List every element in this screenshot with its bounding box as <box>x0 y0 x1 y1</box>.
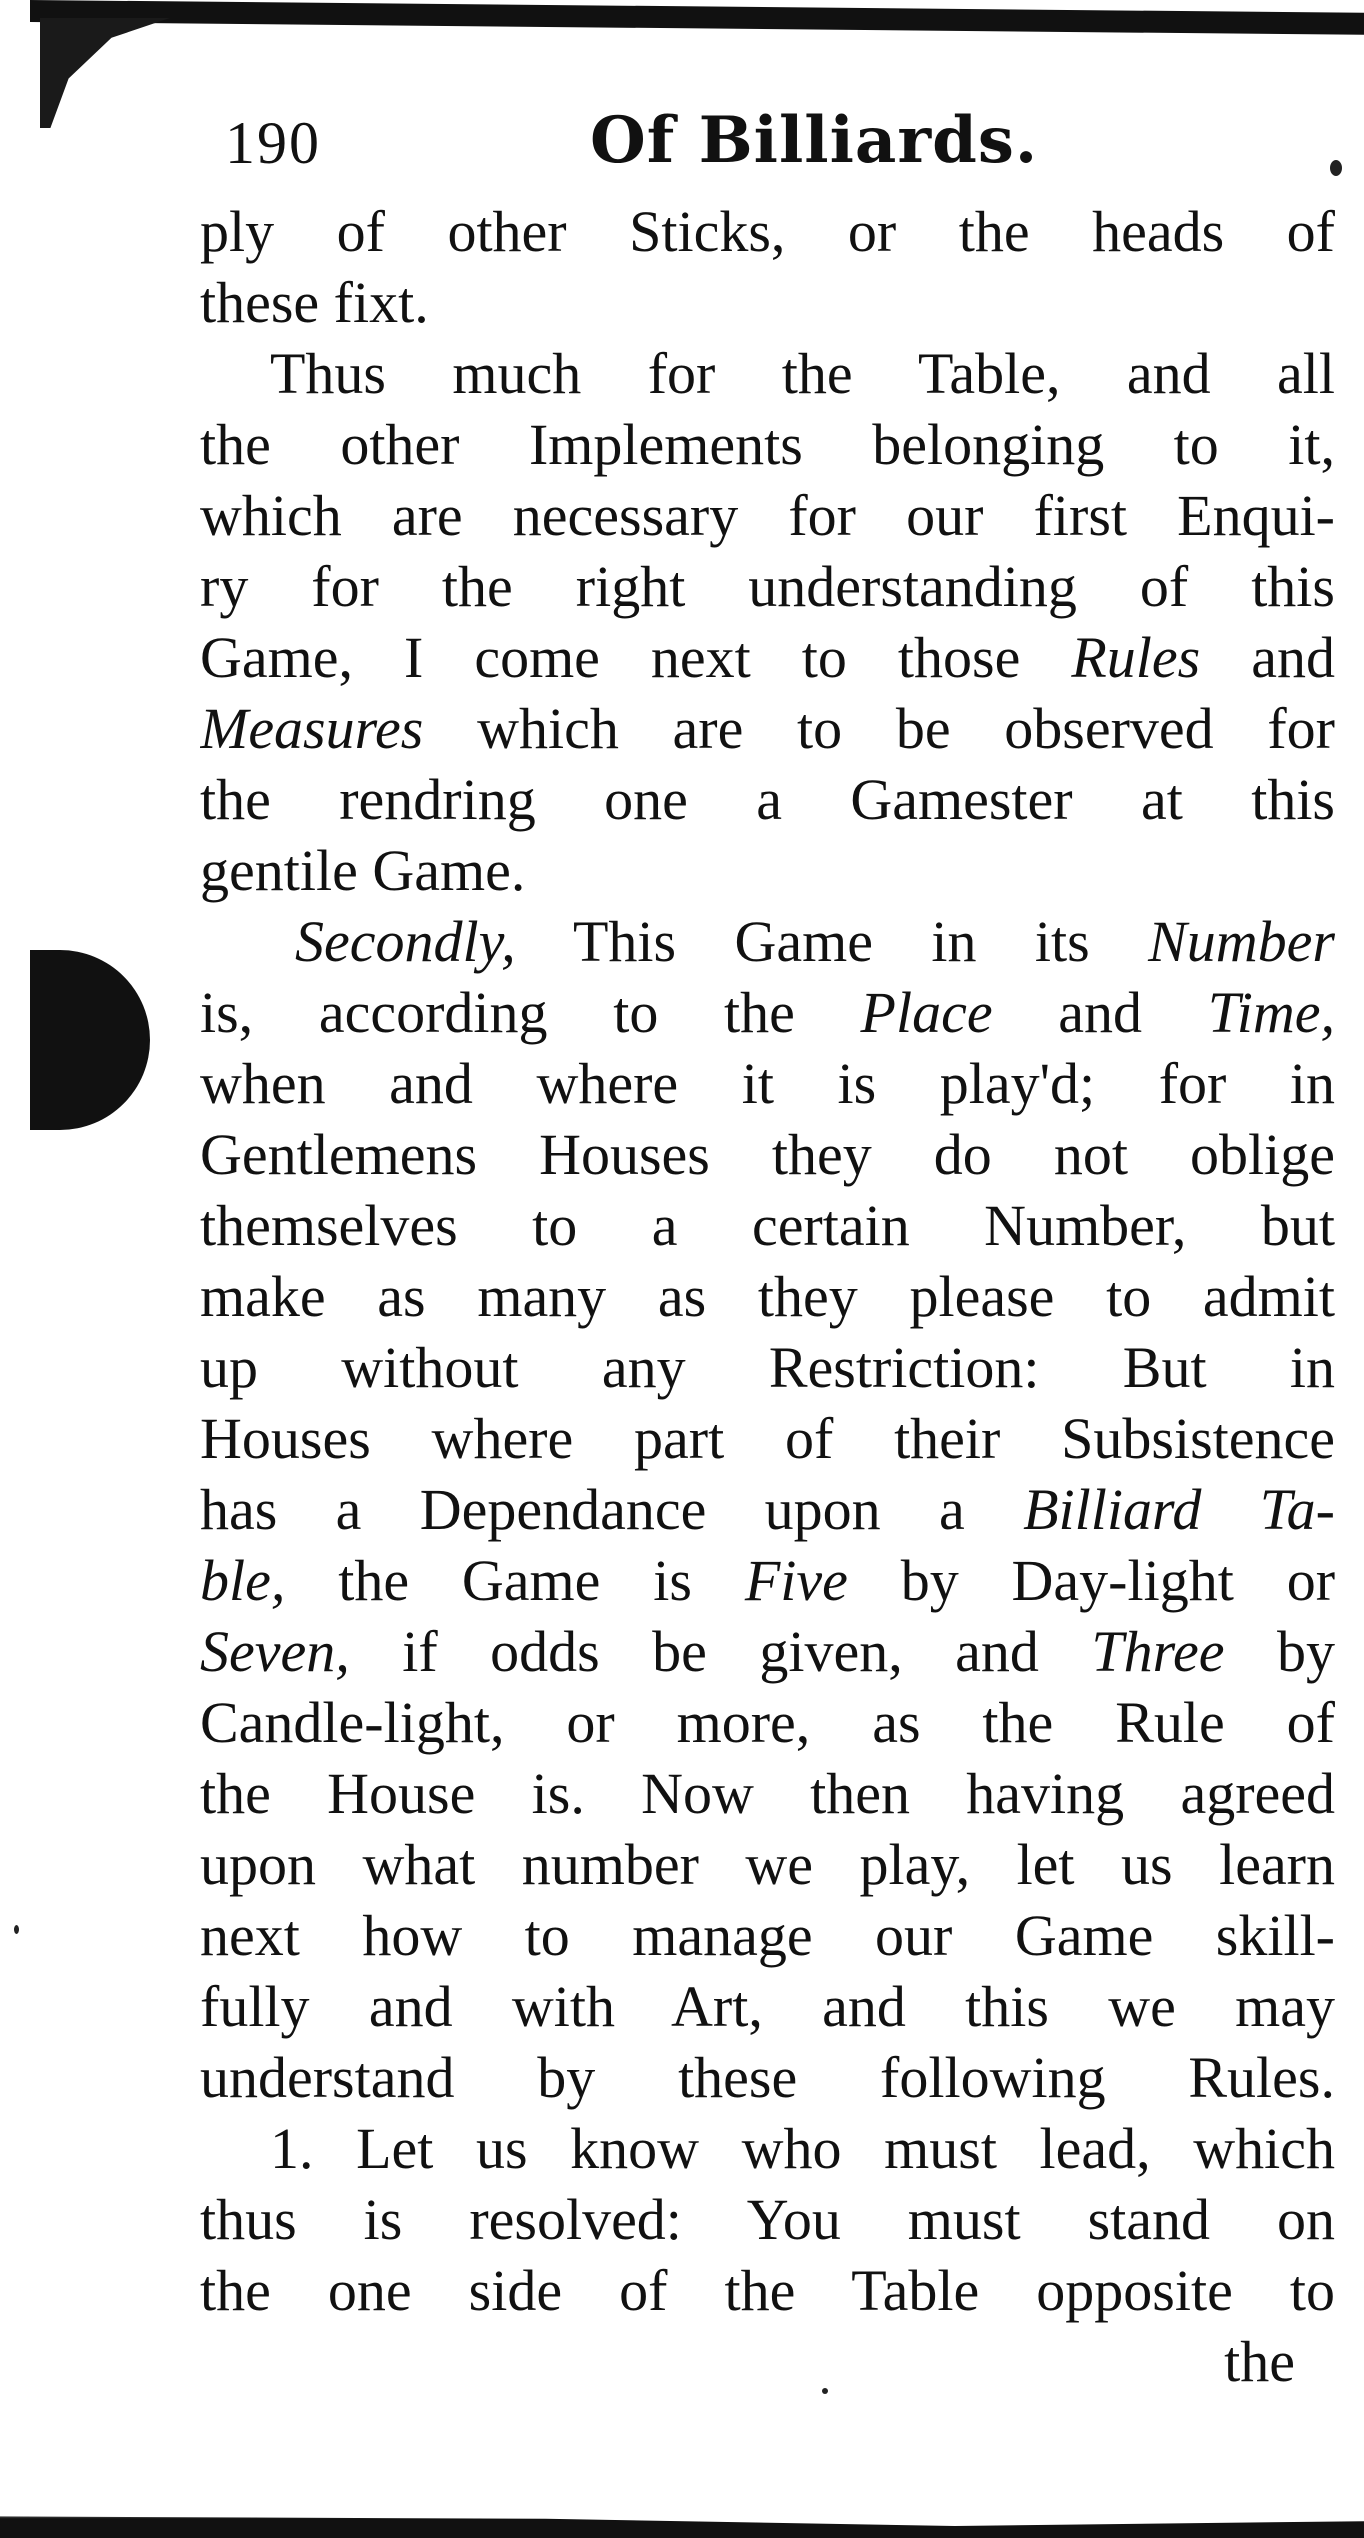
text-run: is, according to the <box>200 980 861 1045</box>
text-run: if odds be given, and <box>349 1619 1092 1684</box>
text-run: upon what number we play, let us learn <box>200 1832 1335 1897</box>
italic-text: Place <box>860 980 993 1045</box>
italic-text: Billiard Ta- <box>1023 1477 1335 1542</box>
text-run: ry for the right understanding of this <box>200 554 1335 619</box>
text-line <box>200 2255 1335 2326</box>
text-run: Game, I come next to those <box>200 625 1072 690</box>
text-run: the Game is <box>285 1548 745 1613</box>
italic-text: Secondly, <box>295 909 516 974</box>
text-run: Thus much for the Table, and all <box>270 341 1335 406</box>
text-run: next how to manage our Game skill- <box>200 1903 1335 1968</box>
text-run: has a Dependance upon a <box>200 1477 1024 1542</box>
text-run: fully and with Art, and this we may <box>200 1974 1335 2039</box>
italic-text: Seven, <box>200 1619 350 1684</box>
running-title: Of Billiards. <box>590 103 1039 178</box>
text-line <box>200 267 1335 338</box>
text-line <box>200 1616 1335 1687</box>
text-line <box>200 977 1335 1048</box>
text-run: thus is resolved: You must stand on <box>200 2187 1335 2252</box>
italic-text: Time, <box>1207 980 1335 1045</box>
text-line <box>200 1403 1335 1474</box>
text-run: up without any Restriction: But in <box>200 1335 1335 1400</box>
text-run: ply of other Sticks, or the heads of <box>200 199 1335 264</box>
text-line <box>200 1971 1335 2042</box>
italic-text: Rules <box>1071 625 1201 690</box>
text-run: Candle-light, or more, as the Rule of <box>200 1690 1335 1755</box>
text-line <box>200 1900 1335 1971</box>
page-number: 190 <box>225 110 321 176</box>
text-line <box>200 764 1335 835</box>
text-line <box>200 480 1335 551</box>
text-run: This Game in its <box>515 909 1149 974</box>
text-run: understand by these following Rules. <box>200 2045 1335 2110</box>
text-run: gentile Game. <box>200 838 526 903</box>
text-line <box>200 1261 1335 1332</box>
text-line <box>200 196 1335 267</box>
text-line <box>200 1687 1335 1758</box>
text-run: themselves to a certain Number, but <box>200 1193 1335 1258</box>
text-line <box>200 1829 1335 1900</box>
text-run: and <box>1200 625 1335 690</box>
text-line <box>200 1474 1335 1545</box>
text-run: which are necessary for our first Enqui- <box>200 483 1335 548</box>
text-run: and <box>992 980 1208 1045</box>
scan-corner-shadow <box>40 18 170 128</box>
text-run: the one side of the Table opposite to <box>200 2258 1335 2323</box>
text-run: by Day-light or <box>847 1548 1335 1613</box>
text-run: when and where it is play'd; for in <box>200 1051 1335 1116</box>
text-line <box>200 2113 1335 2184</box>
text-run: which are to be observed for <box>423 696 1335 761</box>
text-line <box>200 409 1335 480</box>
text-line <box>200 1332 1335 1403</box>
text-line <box>200 622 1335 693</box>
text-line <box>200 1545 1335 1616</box>
running-head <box>215 105 1345 200</box>
scan-speck <box>14 1925 19 1934</box>
scan-top-edge <box>30 0 1364 35</box>
text-line <box>200 1048 1335 1119</box>
text-line <box>200 2042 1335 2113</box>
scan-bottom-edge <box>0 2490 1364 2538</box>
text-line <box>200 338 1335 409</box>
italic-text: Measures <box>200 696 424 761</box>
text-run: Houses where part of their Subsistence <box>200 1406 1335 1471</box>
text-line <box>200 835 1335 906</box>
text-line <box>200 1119 1335 1190</box>
text-run: the House is. Now then having agreed <box>200 1761 1335 1826</box>
italic-text: Number <box>1148 909 1335 974</box>
text-line <box>200 1190 1335 1261</box>
text-line <box>200 551 1335 622</box>
body-text <box>200 196 1335 2397</box>
text-run: make as many as they please to admit <box>200 1264 1335 1329</box>
italic-text: ble, <box>200 1548 286 1613</box>
text-line <box>200 906 1335 977</box>
text-line <box>200 693 1335 764</box>
text-run: Gentlemens Houses they do not oblige <box>200 1122 1335 1187</box>
italic-text: Five <box>744 1548 848 1613</box>
text-line <box>200 2184 1335 2255</box>
catchword: the <box>1224 2329 1295 2394</box>
text-run: 1. Let us know who must lead, which <box>270 2116 1335 2181</box>
text-line <box>200 1758 1335 1829</box>
text-run: by <box>1224 1619 1335 1684</box>
text-run: the rendring one a Gamester at this <box>200 767 1335 832</box>
italic-text: Three <box>1091 1619 1225 1684</box>
text-run: these fixt. <box>200 270 429 335</box>
text-run: the other Implements belonging to it, <box>200 412 1335 477</box>
scan-margin-tab <box>30 950 150 1130</box>
